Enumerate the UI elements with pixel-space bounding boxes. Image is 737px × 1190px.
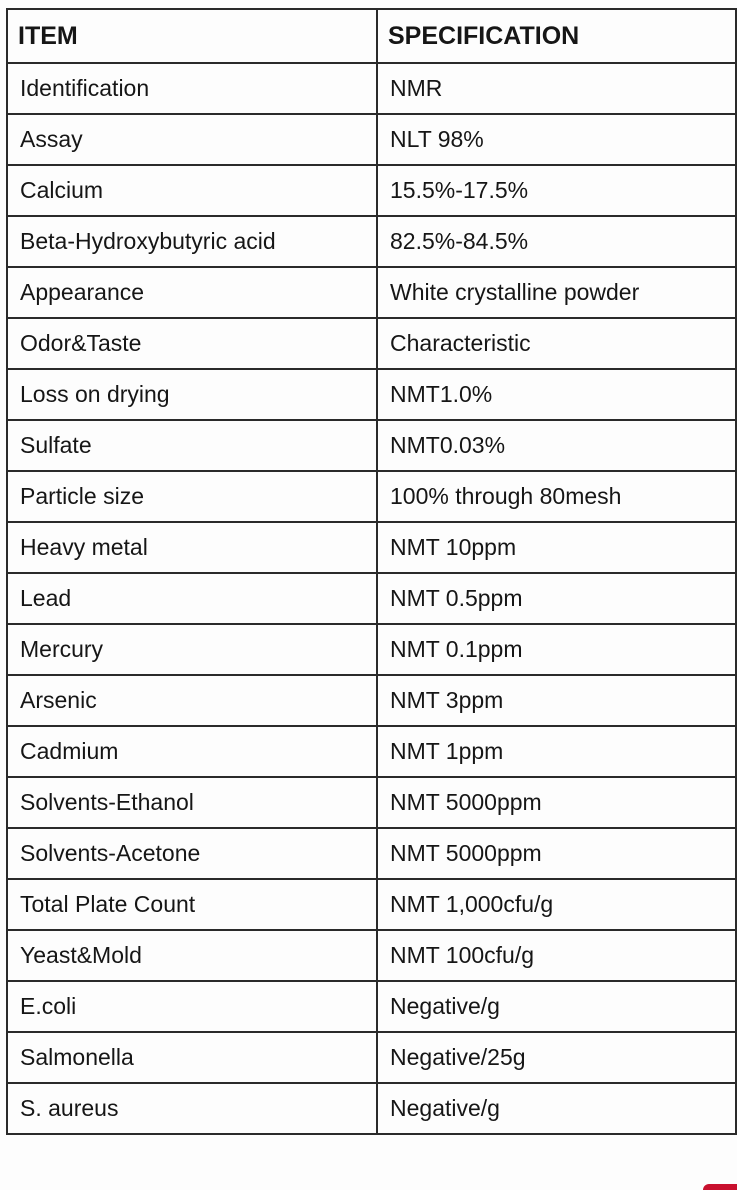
specification-cell: NMT 0.5ppm [377, 573, 736, 624]
specification-cell: 100% through 80mesh [377, 471, 736, 522]
specification-cell: NMT 3ppm [377, 675, 736, 726]
red-edge-mark [703, 1184, 737, 1190]
specification-cell: Negative/g [377, 981, 736, 1032]
item-cell: Loss on drying [7, 369, 377, 420]
table-row [7, 267, 736, 318]
specification-cell: NMT0.03% [377, 420, 736, 471]
specification-cell: Characteristic [377, 318, 736, 369]
item-cell: S. aureus [7, 1083, 377, 1134]
specification-cell: NMT 100cfu/g [377, 930, 736, 981]
item-cell: Odor&Taste [7, 318, 377, 369]
table-row [7, 1083, 736, 1134]
column-header-specification: SPECIFICATION [377, 9, 736, 63]
item-cell: Sulfate [7, 420, 377, 471]
table-row [7, 420, 736, 471]
specification-cell: NMT 10ppm [377, 522, 736, 573]
table-row [7, 1032, 736, 1083]
table-row [7, 165, 736, 216]
specification-cell: Negative/g [377, 1083, 736, 1134]
item-cell: Solvents-Ethanol [7, 777, 377, 828]
item-cell: Cadmium [7, 726, 377, 777]
item-cell: Salmonella [7, 1032, 377, 1083]
specification-cell: Negative/25g [377, 1032, 736, 1083]
item-cell: Appearance [7, 267, 377, 318]
specification-cell: NMR [377, 63, 736, 114]
specification-cell: NMT 1,000cfu/g [377, 879, 736, 930]
item-cell: Identification [7, 63, 377, 114]
specification-cell: 82.5%-84.5% [377, 216, 736, 267]
item-cell: Mercury [7, 624, 377, 675]
specification-cell: 15.5%-17.5% [377, 165, 736, 216]
specification-cell: NMT 5000ppm [377, 828, 736, 879]
item-cell: E.coli [7, 981, 377, 1032]
table-row [7, 573, 736, 624]
item-cell: Assay [7, 114, 377, 165]
specification-cell: NMT 5000ppm [377, 777, 736, 828]
table-row [7, 675, 736, 726]
column-header-item: ITEM [7, 9, 377, 63]
item-cell: Arsenic [7, 675, 377, 726]
specification-cell: NMT 0.1ppm [377, 624, 736, 675]
specification-cell: White crystalline powder [377, 267, 736, 318]
table-row [7, 624, 736, 675]
specification-table [6, 8, 737, 1135]
table-row [7, 471, 736, 522]
specification-cell: NMT 1ppm [377, 726, 736, 777]
table-row [7, 318, 736, 369]
item-cell: Heavy metal [7, 522, 377, 573]
table-row [7, 981, 736, 1032]
table-row [7, 828, 736, 879]
table-row [7, 114, 736, 165]
item-cell: Beta-Hydroxybutyric acid [7, 216, 377, 267]
table-row [7, 930, 736, 981]
item-cell: Yeast&Mold [7, 930, 377, 981]
specification-cell: NMT1.0% [377, 369, 736, 420]
table-row [7, 216, 736, 267]
table-row [7, 879, 736, 930]
item-cell: Lead [7, 573, 377, 624]
table-row [7, 369, 736, 420]
table-row [7, 726, 736, 777]
item-cell: Solvents-Acetone [7, 828, 377, 879]
item-cell: Particle size [7, 471, 377, 522]
table-row [7, 777, 736, 828]
specification-cell: NLT 98% [377, 114, 736, 165]
item-cell: Calcium [7, 165, 377, 216]
table-row [7, 522, 736, 573]
table-header-row [7, 9, 736, 63]
item-cell: Total Plate Count [7, 879, 377, 930]
table-row [7, 63, 736, 114]
